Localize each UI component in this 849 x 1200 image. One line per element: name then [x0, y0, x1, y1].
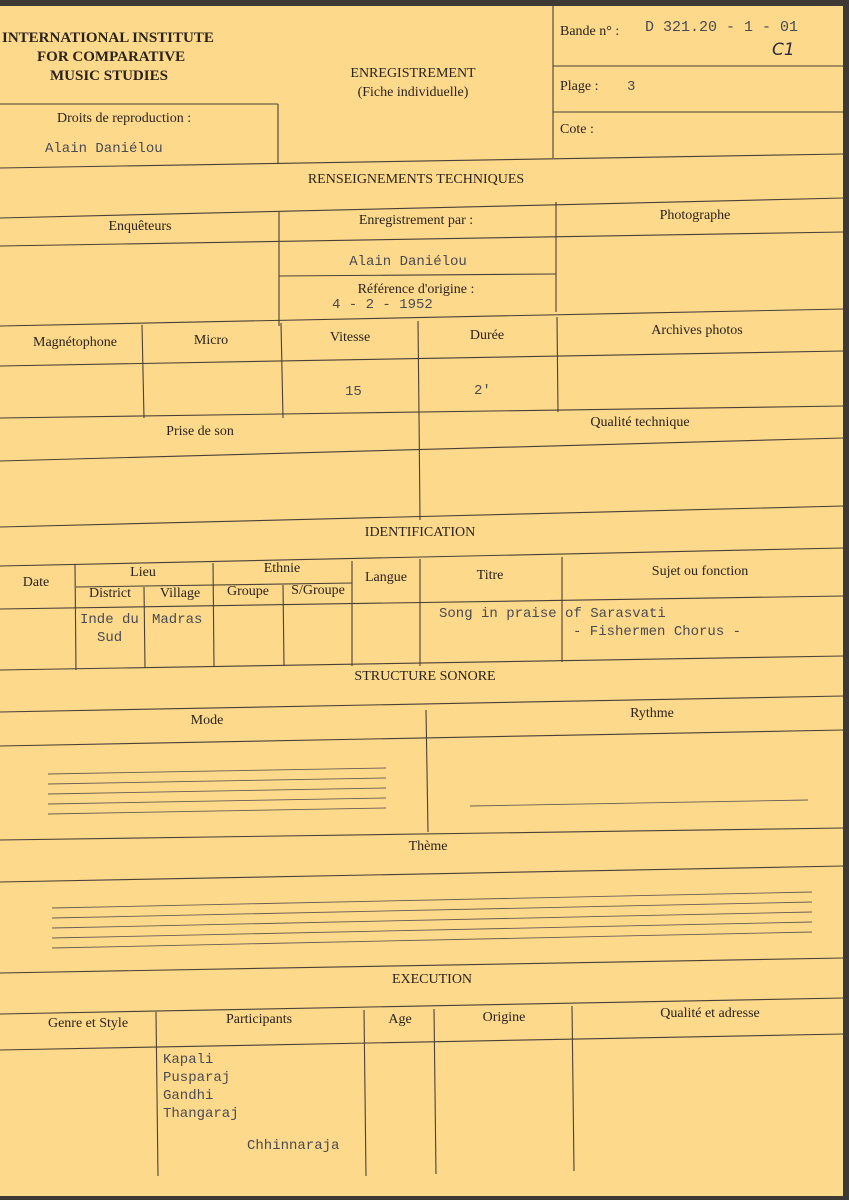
participant-extra: Chhinnaraja [247, 1138, 340, 1154]
institute-line-2: FOR COMPARATIVE [37, 49, 186, 65]
district-label: District [89, 586, 131, 601]
record-card [0, 6, 843, 1196]
micro-label: Micro [193, 333, 229, 348]
village-label: Village [159, 586, 201, 601]
qualite-technique-label: Qualité technique [590, 415, 690, 430]
participant-4: Thangaraj [163, 1106, 239, 1122]
rights-label: Droits de reproduction : [57, 111, 192, 126]
duree-label: Durée [469, 328, 505, 343]
enregistrement-par-label: Enregistrement par : [358, 213, 474, 228]
village-value: Madras [152, 612, 203, 628]
bande-value: D 321.20 - 1 - 01 [645, 19, 799, 36]
institute-line-3: MUSIC STUDIES [50, 68, 168, 84]
duree-value: 2' [474, 383, 491, 399]
plage-value: 3 [627, 79, 636, 95]
titre-value-line-1: Song in praise of Sarasvati [439, 606, 666, 622]
execution-section-title: EXECUTION [391, 972, 473, 987]
bande-label: Bande n° : [560, 24, 620, 39]
photographe-label: Photographe [659, 208, 731, 223]
reference-value: 4 - 2 - 1952 [332, 297, 433, 313]
rythme-label: Rythme [630, 706, 674, 721]
participants-label: Participants [225, 1012, 293, 1027]
participant-1: Kapali [163, 1052, 214, 1068]
participant-3: Gandhi [163, 1088, 214, 1104]
participant-2: Pusparaj [163, 1070, 231, 1086]
rights-value: Alain Daniélou [45, 141, 163, 157]
prise-de-son-label: Prise de son [166, 424, 234, 439]
enqueteurs-label: Enquêteurs [108, 219, 172, 234]
mode-label: Mode [190, 713, 224, 728]
titre-value-line-2: - Fishermen Chorus - [573, 624, 742, 640]
genre-style-label: Genre et Style [47, 1016, 129, 1031]
sgroupe-label: S/Groupe [291, 583, 345, 598]
sujet-fonction-label: Sujet ou fonction [651, 564, 749, 579]
groupe-label: Groupe [227, 584, 269, 599]
technical-section-title: RENSEIGNEMENTS TECHNIQUES [307, 172, 525, 187]
district-value-line-1: Inde du [80, 612, 139, 628]
bande-handwritten-note: C1 [772, 40, 795, 60]
origine-label: Origine [482, 1010, 526, 1025]
magnetophone-label: Magnétophone [33, 335, 117, 350]
enregistrement-par-value: Alain Daniélou [349, 254, 467, 270]
theme-label: Thème [408, 839, 448, 854]
langue-label: Langue [365, 570, 407, 585]
vitesse-label: Vitesse [329, 330, 371, 345]
ethnie-label: Ethnie [263, 561, 301, 576]
structure-sonore-section-title: STRUCTURE SONORE [354, 669, 496, 684]
institute-line-1: INTERNATIONAL INSTITUTE [2, 30, 214, 46]
reference-label: Référence d'origine : [357, 282, 475, 297]
plage-label: Plage : [560, 79, 599, 94]
qualite-adresse-label: Qualité et adresse [660, 1006, 760, 1021]
identification-section-title: IDENTIFICATION [364, 525, 476, 540]
archives-photos-label: Archives photos [651, 323, 743, 338]
age-label: Age [388, 1012, 412, 1027]
cote-label: Cote : [560, 122, 594, 137]
titre-label: Titre [476, 568, 504, 583]
district-value-line-2: Sud [97, 630, 123, 646]
form-subtitle: (Fiche individuelle) [357, 85, 469, 100]
vitesse-value: 15 [345, 384, 362, 400]
form-title: ENREGISTREMENT [350, 66, 476, 81]
lieu-label: Lieu [130, 565, 156, 580]
date-label: Date [22, 575, 50, 590]
